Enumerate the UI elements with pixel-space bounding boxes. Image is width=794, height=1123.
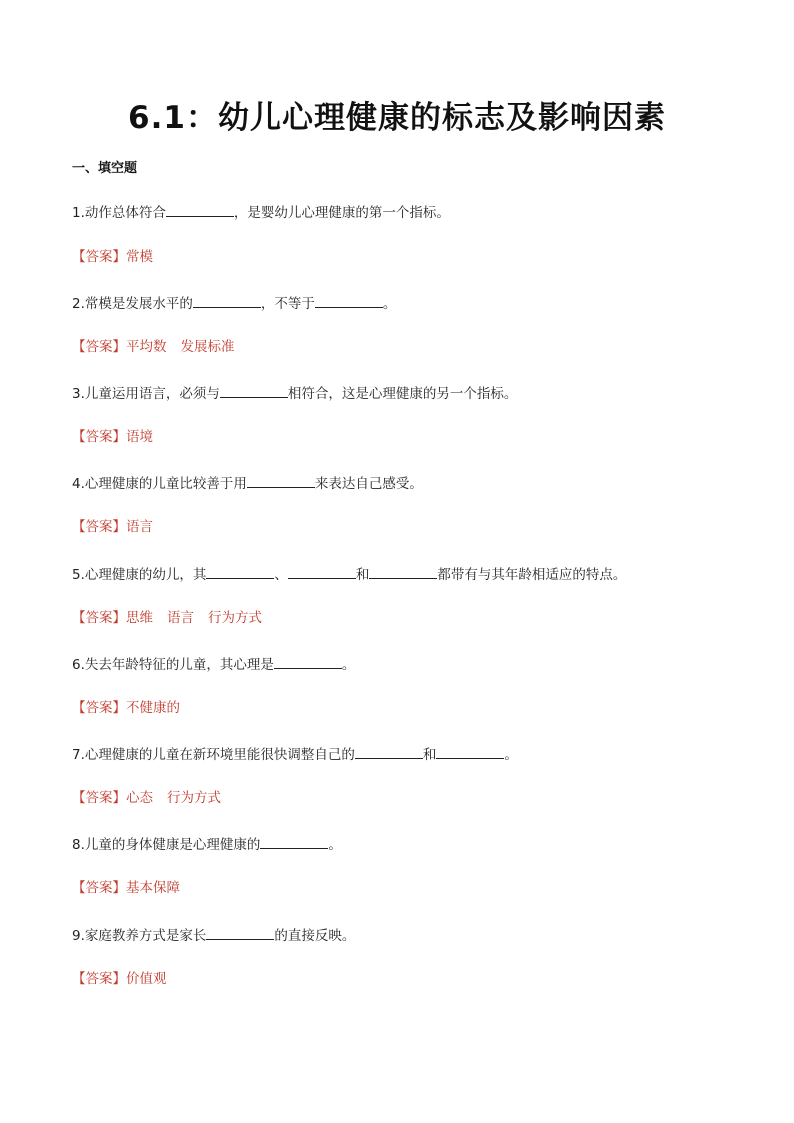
answer-1: [72, 248, 167, 266]
answer-value: 语言: [126, 519, 153, 535]
answer-value: 平均数: [126, 339, 167, 355]
question-text: ，不等于: [260, 296, 315, 312]
answer-blank: [206, 925, 274, 940]
answer-tag: 【答案】: [72, 880, 126, 896]
question-number: 7.: [72, 747, 85, 763]
question-number: 2.: [72, 296, 85, 312]
question-1: [72, 202, 450, 222]
question-text: 、: [274, 567, 288, 583]
answer-value: 常模: [126, 249, 153, 265]
question-text: 来表达自己感受。: [314, 476, 423, 492]
answer-6: [72, 699, 194, 717]
question-text: 失去年龄特征的儿童，其心理是: [84, 657, 274, 673]
answer-blank: [206, 564, 274, 579]
question-text: 。: [328, 837, 342, 853]
answer-tag: 【答案】: [72, 700, 126, 716]
answer-5: [72, 609, 276, 627]
question-9: [72, 925, 355, 945]
answer-value: 心态: [126, 790, 153, 806]
question-text: 动作总体符合: [84, 205, 166, 221]
answer-blank: [166, 202, 234, 217]
question-2: [72, 293, 396, 313]
question-text: 家庭教养方式是家长: [84, 928, 207, 944]
question-number: 3.: [72, 386, 85, 402]
question-text: 心理健康的儿童比较善于用: [84, 476, 247, 492]
answer-tag: 【答案】: [72, 610, 126, 626]
answer-tag: 【答案】: [72, 790, 126, 806]
answer-tag: 【答案】: [72, 249, 126, 265]
question-number: 1.: [72, 205, 85, 221]
answer-value: 语言: [167, 610, 194, 626]
question-text: 常模是发展水平的: [84, 296, 193, 312]
answer-value: 语境: [126, 429, 153, 445]
question-text: ，是婴幼儿心理健康的第一个指标。: [233, 205, 450, 221]
answer-3: [72, 428, 167, 446]
answer-blank: [260, 834, 328, 849]
answer-tag: 【答案】: [72, 339, 126, 355]
answer-9: [72, 970, 181, 988]
question-text: 和: [355, 567, 370, 583]
question-8: [72, 834, 342, 854]
question-text: 。: [504, 747, 518, 763]
answer-value: 行为方式: [167, 790, 221, 806]
answer-blank: [315, 293, 383, 308]
question-5: [72, 564, 626, 584]
question-text: 和: [422, 747, 437, 763]
question-number: 9.: [72, 928, 85, 944]
answer-value: 发展标准: [180, 339, 235, 355]
question-text: 儿童的身体健康是心理健康的: [84, 837, 261, 853]
answer-blank: [436, 744, 504, 759]
question-7: [72, 744, 518, 764]
answer-tag: 【答案】: [72, 971, 126, 987]
answer-blank: [288, 564, 356, 579]
question-6: [72, 654, 355, 674]
answer-blank: [355, 744, 423, 759]
answer-blank: [220, 383, 288, 398]
answer-blank: [274, 654, 342, 669]
answer-value: 不健康的: [126, 700, 180, 716]
question-number: 8.: [72, 837, 85, 853]
answer-7: [72, 789, 235, 807]
answer-blank: [247, 473, 315, 488]
answer-2: [72, 338, 249, 356]
question-4: [72, 473, 423, 493]
answer-8: [72, 879, 194, 897]
page-title: 6.1：幼儿心理健康的标志及影响因素: [128, 100, 666, 136]
question-number: 6.: [72, 657, 85, 673]
question-text: 心理健康的儿童在新环境里能很快调整自己的: [84, 747, 355, 763]
question-text: 。: [341, 657, 356, 673]
question-text: 。: [382, 296, 397, 312]
answer-blank: [193, 293, 261, 308]
answer-value: 基本保障: [126, 880, 180, 896]
answer-value: 思维: [126, 610, 153, 626]
section-heading: 一、填空题: [72, 161, 138, 176]
question-text: 儿童运用语言，必须与: [84, 386, 220, 402]
question-text: 相符合，这是心理健康的另一个指标。: [287, 386, 518, 402]
answer-tag: 【答案】: [72, 519, 126, 535]
question-3: [72, 383, 517, 403]
question-text: 都带有与其年龄相适应的特点。: [437, 567, 627, 583]
question-text: 心理健康的幼儿，其: [84, 567, 207, 583]
answer-value: 价值观: [126, 971, 167, 987]
answer-4: [72, 518, 167, 536]
answer-value: 行为方式: [208, 610, 262, 626]
question-number: 4.: [72, 476, 85, 492]
answer-blank: [369, 564, 437, 579]
question-number: 5.: [72, 567, 85, 583]
answer-tag: 【答案】: [72, 429, 126, 445]
question-text: 的直接反映。: [274, 928, 356, 944]
